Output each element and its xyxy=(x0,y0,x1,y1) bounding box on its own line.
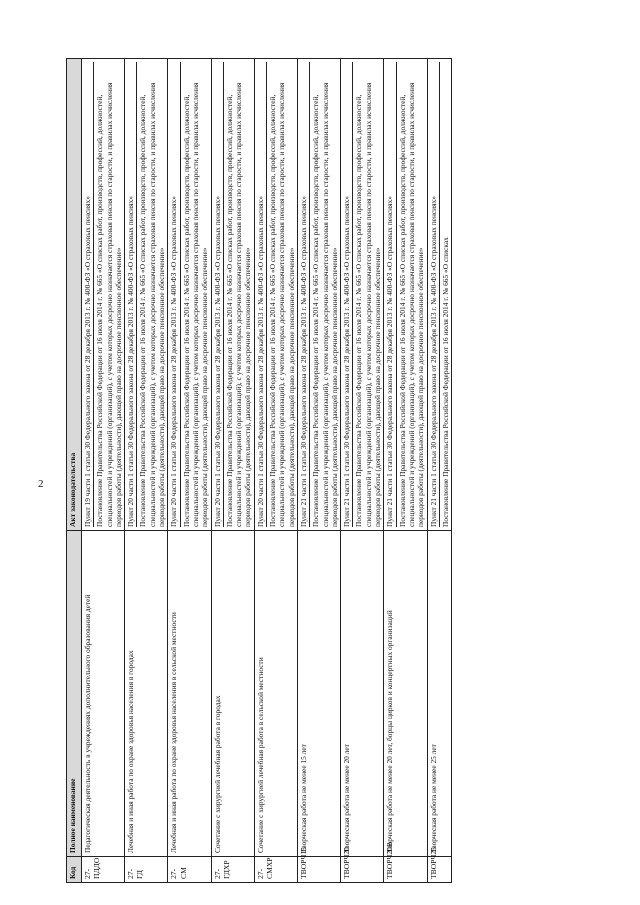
act-text: Постановление Правительства Российской Федерации от 16 июля 2014 г. № 665 «О списках работ, производств, профессий, должностей, специальностей и учреждений (организаций), с учетом которых досрочно назначается страховая пенсия по старости, и правилах исчисления периодов работы (деятельности), дающей право на досрочное пенсионное обеспечение» xyxy=(354,82,383,527)
act-text: Постановление Правительства Российской Федерации от 16 июля 2014 г. № 665 «О списках работ, производств, профессий, должностей, специальностей и учреждений (организаций), с учетом которых досрочно назначается страховая пенсия по старости, и правилах исчисления периодов работы (деятельности), дающей право на досрочное пенсионное обеспечение» xyxy=(95,82,123,527)
row-code: 27-ГДХР xyxy=(211,857,254,883)
act-text: Постановление Правительства Российской Федерации от 16 июля 2014 г. № 665 «О списках работ, производств, профессий, должностей, специальностей и учреждений (организаций), с учетом которых досрочно назначается страховая пенсия по старости, и правилах исчисления периодов работы (деятельности), дающей право на досрочное пенсионное обеспечение» xyxy=(138,82,167,527)
rotated-table-container xyxy=(66,58,588,883)
row-acts xyxy=(384,59,427,531)
table-row xyxy=(297,59,340,883)
act-text: Постановление Правительства Российской Федерации от 16 июля 2014 г. № 665 «О списках xyxy=(440,237,450,527)
row-name: Творческая работа не менее 20 лет, борцы цирков и концертных организаций xyxy=(384,531,427,857)
row-code: ТВОРЧ20 xyxy=(341,857,384,883)
row-acts xyxy=(297,59,340,531)
table-row xyxy=(211,59,254,883)
row-code: 27-СМ xyxy=(168,857,211,883)
table-row xyxy=(125,59,168,883)
act-text: Постановление Правительства Российской Федерации от 16 июля 2014 г. № 665 «О списках работ, производств, профессий, должностей, специальностей и учреждений (организаций), с учетом которых досрочно назначается страховая пенсия по старости, и правилах исчисления периодов работы (деятельности), дающей право на досрочное пенсионное обеспечение» xyxy=(397,82,426,527)
act-text: Пункт 19 части 1 статьи 30 Федерального закона от 28 декабря 2013 г. № 400-ФЗ «О страховых пенсиях» xyxy=(82,62,94,527)
row-acts xyxy=(211,59,254,531)
row-acts xyxy=(82,59,125,531)
table-row xyxy=(82,59,125,883)
act-text: Пункт 21 части 1 статьи 30 Федерального закона от 28 декабря 2013 г. № 400-ФЗ «О страховых пенсиях» xyxy=(428,62,440,527)
header-name: Полное наименование xyxy=(67,531,82,857)
table-row xyxy=(254,59,297,883)
row-acts xyxy=(168,59,211,531)
table-body xyxy=(82,59,452,883)
act-text: Пункт 21 части 1 статьи 30 Федерального закона от 28 декабря 2013 г. № 400-ФЗ «О страховых пенсиях» xyxy=(341,62,353,527)
act-text: Постановление Правительства Российской Федерации от 16 июля 2014 г. № 665 «О списках работ, производств, профессий, должностей, специальностей и учреждений (организаций), с учетом которых досрочно назначается страховая пенсия по старости, и правилах исчисления периодов работы (деятельности), дающей право на досрочное пенсионное обеспечение» xyxy=(311,82,339,527)
act-text: Постановление Правительства Российской Федерации от 16 июля 2014 г. № 665 «О списках работ, производств, профессий, должностей, специальностей и учреждений (организаций), с учетом которых досрочно назначается страховая пенсия по старости, и правилах исчисления периодов работы (деятельности), дающей право на досрочное пенсионное обеспечение» xyxy=(268,82,296,527)
act-text: Пункт 20 части 1 статьи 30 Федерального закона от 28 декабря 2013 г. № 400-ФЗ «О страховых пенсиях» xyxy=(255,62,267,527)
row-code: 27-СМХР xyxy=(254,857,297,883)
row-name: Педагогическая деятельность в учреждениях дополнительного образования детей xyxy=(82,531,125,857)
act-text: Пункт 21 части 1 статьи 30 Федерального закона от 28 декабря 2013 г. № 400-ФЗ «О страховых пенсиях» xyxy=(298,62,310,527)
table-row xyxy=(427,59,452,883)
table-header-row xyxy=(67,59,82,883)
row-acts xyxy=(427,59,452,531)
act-text: Пункт 20 части 1 статьи 30 Федерального закона от 28 декабря 2013 г. № 400-ФЗ «О страховых пенсиях» xyxy=(125,62,137,527)
row-code: 27-ГД xyxy=(125,857,168,883)
row-name: Лечебная и иная работа по охране здоровья населения в городах xyxy=(125,531,168,857)
row-name: Сочетание с хирургией лечебная работа в сельской местности xyxy=(254,531,297,857)
act-text: Пункт 20 части 1 статьи 30 Федерального закона от 28 декабря 2013 г. № 400-ФЗ «О страховых пенсиях» xyxy=(212,62,224,527)
row-code: ТВОРЧ15 xyxy=(297,857,340,883)
table-row xyxy=(341,59,384,883)
row-code: ТВОРЧ25 xyxy=(427,857,452,883)
row-code: 27-ПДДО xyxy=(82,857,125,883)
row-acts xyxy=(125,59,168,531)
table-row xyxy=(384,59,427,883)
row-name: Лечебная и иная работа по охране здоровья населения в сельской местности xyxy=(168,531,211,857)
row-name: Сочетание с хирургией лечебная работа в городах xyxy=(211,531,254,857)
page-number: 2 xyxy=(38,478,44,490)
act-text: Постановление Правительства Российской Федерации от 16 июля 2014 г. № 665 «О списках работ, производств, профессий, должностей, специальностей и учреждений (организаций), с учетом которых досрочно назначается страховая пенсия по старости, и правилах исчисления периодов работы (деятельности), дающей право на досрочное пенсионное обеспечение» xyxy=(224,82,253,527)
table-row xyxy=(168,59,211,883)
act-text: Пункт 21 части 1 статьи 30 Федерального закона от 28 декабря 2013 г. № 400-ФЗ «О страховых пенсиях» xyxy=(384,62,396,527)
row-acts xyxy=(341,59,384,531)
row-name: Творческая работа не менее 15 лет xyxy=(297,531,340,857)
row-code: ТВОРЧ20В xyxy=(384,857,427,883)
header-code: Код xyxy=(67,857,82,883)
row-name: Творческая работа не менее 20 лет xyxy=(341,531,384,857)
act-text: Пункт 20 части 1 статьи 30 Федерального закона от 28 декабря 2013 г. № 400-ФЗ «О страховых пенсиях» xyxy=(168,62,180,527)
codes-table xyxy=(66,58,452,883)
row-acts xyxy=(254,59,297,531)
header-acts: Акт законодательства xyxy=(67,59,82,531)
row-name: Творческая работа не менее 25 лет xyxy=(427,531,452,857)
act-text: Постановление Правительства Российской Федерации от 16 июля 2014 г. № 665 «О списках работ, производств, профессий, должностей, специальностей и учреждений (организаций), с учетом которых досрочно назначается страховая пенсия по старости, и правилах исчисления периодов работы (деятельности), дающей право на досрочное пенсионное обеспечение» xyxy=(181,82,210,527)
